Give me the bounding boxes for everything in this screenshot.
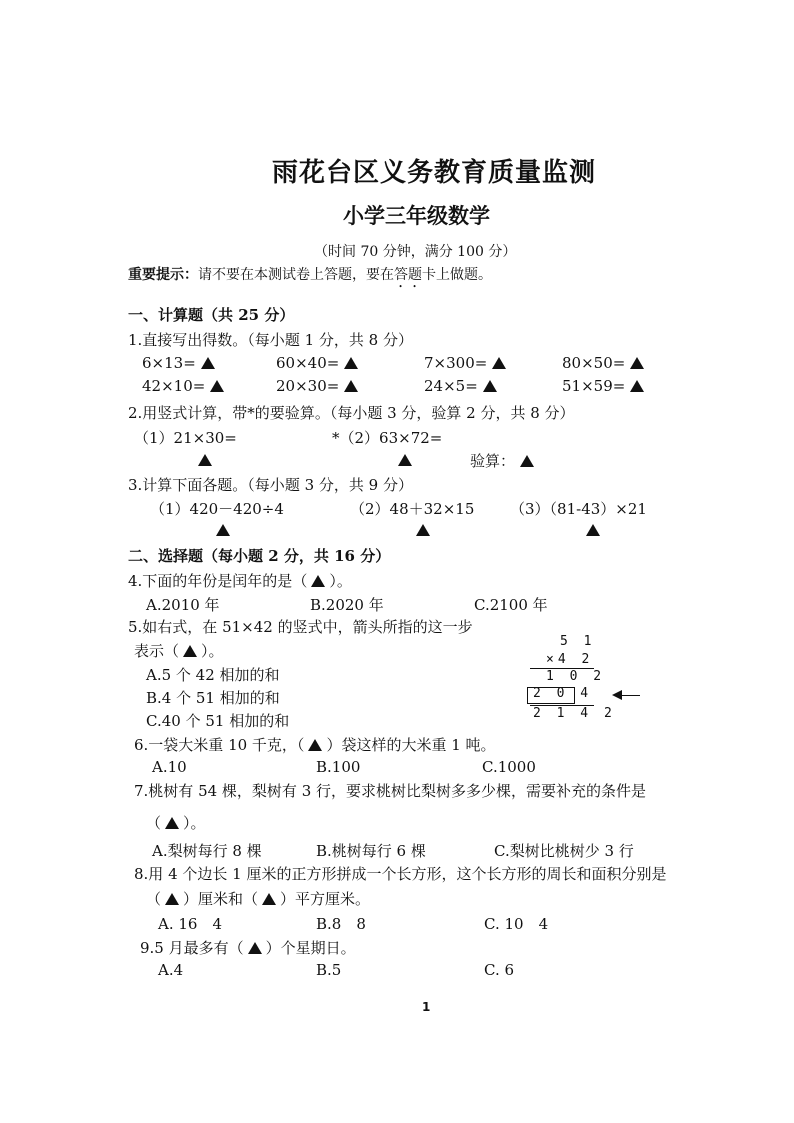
q6-stem [134,734,496,755]
q1-item-3 [424,354,506,372]
q3-b: （2）48＋32×15 [350,500,475,518]
q1-expr: 6×13= [142,354,196,372]
q1-expr: 42×10= [142,377,206,395]
q4-stem-post: ）。 [329,572,352,590]
vm-line-2: ×4 2 [546,652,594,667]
q4-option-c: C.2100 年 [474,596,548,614]
q3-prompt: 3.计算下面各题。（每小题 3 分，共 9 分） [128,476,413,494]
q7-option-a: A.梨树每行 8 棵 [152,842,262,860]
page-number: 1 [422,1000,431,1014]
q6-stem-pre: 6.一袋大米重 10 千克，（ [134,736,305,754]
q9-stem [140,937,356,958]
q8-stem-a: （ [146,890,162,908]
vm-line-1: 5 1 [560,634,596,649]
triangle-icon [344,357,358,369]
q4-stem [128,570,352,591]
q6-stem-post: ）袋这样的大米重 1 吨。 [326,736,496,754]
notice-label: 重要提示： [128,267,198,283]
page-subtitle: 小学三年级数学 [343,203,490,228]
q5-option-c: C.40 个 51 相加的和 [146,712,290,730]
page-title: 雨花台区义务教育质量监测 [272,158,597,188]
triangle-icon [492,357,506,369]
triangle-icon [210,380,224,392]
q3-a: （1）420－420÷4 [150,500,284,518]
q4-option-b: B.2020 年 [310,596,384,614]
q5-stem-post: ）。 [201,642,224,660]
q9-option-c: C. 6 [484,961,515,979]
q5-stem-2 [134,640,224,661]
q2-a: （1）21×30= [134,429,237,447]
q1-item-4 [562,354,644,372]
q8-stem-c: ）平方厘米。 [280,890,371,908]
q9-stem-post: ）个星期日。 [265,939,356,957]
notice-text: 请不要在本测试卷上答题，要在 [198,267,394,283]
triangle-icon [165,893,179,905]
q2-prompt: 2.用竖式计算，带*的要验算。（每小题 3 分，验算 2 分，共 8 分） [128,404,575,422]
triangle-icon [416,524,430,536]
triangle-icon [198,454,212,466]
q1-prompt: 1.直接写出得数。（每小题 1 分，共 8 分） [128,331,413,349]
q7-stem-post: ）。 [183,814,206,832]
vm-line-4: 2 0 4 [533,686,593,701]
arrow-shaft [620,695,640,696]
q7-option-b: B.桃树每行 6 棵 [316,842,426,860]
notice [128,264,492,291]
notice-emphasis: 答题 [394,267,422,283]
q1-item-1 [142,354,215,372]
q5-stem-1: 5.如右式，在 51×42 的竖式中，箭头所指的这一步 [128,618,473,636]
q1-expr: 20×30= [276,377,340,395]
q1-item-5 [142,377,224,395]
section1-heading: 一、计算题（共 25 分） [128,306,295,324]
q1-item-8 [562,377,644,395]
q1-expr: 80×50= [562,354,626,372]
q2-b: *（2）63×72= [332,429,443,447]
q6-option-a: A.10 [152,758,187,776]
triangle-icon [165,817,179,829]
q1-expr: 7×300= [424,354,488,372]
q1-expr: 24×5= [424,377,478,395]
triangle-icon [483,380,497,392]
q8-option-c: C. 10 4 [484,915,549,933]
q7-option-c: C.梨树比桃树少 3 行 [494,842,634,860]
notice-tail: 卡上做题。 [422,267,492,283]
q4-option-a: A.2010 年 [146,596,220,614]
triangle-icon [520,455,534,467]
q1-item-7 [424,377,497,395]
triangle-icon [216,524,230,536]
q1-expr: 60×40= [276,354,340,372]
triangle-icon [630,357,644,369]
q6-option-b: B.100 [316,758,361,776]
triangle-icon [344,380,358,392]
q3-c: （3）（81-43）×21 [510,500,647,518]
q8-option-b: B.8 8 [316,915,366,933]
section2-heading: 二、选择题（每小题 2 分，共 16 分） [128,547,391,565]
triangle-icon [630,380,644,392]
q7-stem-2 [146,812,206,833]
triangle-icon [183,645,197,657]
q9-stem-pre: 9.5 月最多有（ [140,939,244,957]
q4-stem-pre: 4.下面的年份是闰年的是（ [128,572,308,590]
q1-expr: 51×59= [562,377,626,395]
q9-option-b: B.5 [316,961,342,979]
q9-option-a: A.4 [158,961,184,979]
q1-item-6 [276,377,358,395]
triangle-icon [586,524,600,536]
q8-option-a: A. 16 4 [158,915,222,933]
vm-line-3: 1 0 2 [546,669,606,684]
q8-stem-1: 8.用 4 个边长 1 厘米的正方形拼成一个长方形，这个长方形的周长和面积分别是 [134,865,667,883]
q6-option-c: C.1000 [482,758,536,776]
q5-stem-pre: 表示（ [134,642,180,660]
q1-item-2 [276,354,358,372]
time-info: （时间 70 分钟，满分 100 分） [314,244,517,260]
q5-option-a: A.5 个 42 相加的和 [146,666,280,684]
triangle-icon [248,942,262,954]
vm-line-5: 2 1 4 2 [533,706,616,721]
triangle-icon [308,739,322,751]
triangle-icon [262,893,276,905]
q2-check [470,450,534,471]
q2-check-label: 验算： [470,452,516,470]
q7-stem-pre: （ [146,814,162,832]
q7-stem-1: 7.桃树有 54 棵，梨树有 3 行，要求桃树比梨树多多少棵，需要补充的条件是 [134,782,647,800]
q5-option-b: B.4 个 51 相加的和 [146,689,280,707]
q8-stem-b: ）厘米和（ [183,890,259,908]
triangle-icon [398,454,412,466]
q8-stem-2 [146,888,370,909]
triangle-icon [201,357,215,369]
triangle-icon [311,575,325,587]
